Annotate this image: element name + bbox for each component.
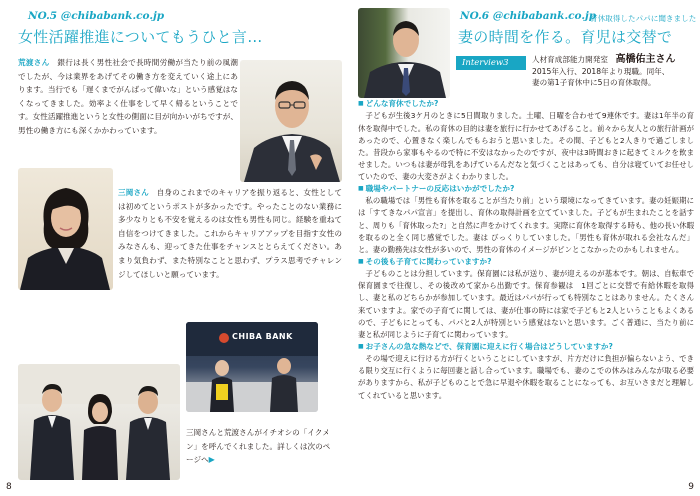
right-issue-subtitle: 育休取得したパパに聞きました <box>590 14 697 23</box>
left-issue-label: NO.5 @chibabank.co.jp <box>28 10 165 22</box>
profile-line-2: 2015年入行、2018年より現職。同年、 <box>532 66 670 76</box>
question-4: ■ お子さんの急な熱などで、保育園に迎えに行く場合はどうしていますか? <box>358 341 694 353</box>
left-page-number: 8 <box>6 482 12 492</box>
left-headline: 女性活躍推進についてもうひと言… <box>18 28 263 46</box>
araki-comment <box>18 56 238 138</box>
right-issue-label: NO.6 @chibabank.co.jp <box>460 10 597 22</box>
answer-3: 子どものことは分担しています。保育園には私が送り、妻が迎えるのが基本です。朝は、自転車で保育園まで往復し、その後改めて家から出勤です。保育参観は 1回ごとに交替で有給休暇を取得し、妻と私のどちらかが参加しています。最近はパパが行っても特別なことはありません。たくさん来ていますよ。家での子育てに関しては、妻が仕事の時には家で子どもと2人ということもよくあるので、子どもにとっても、パパと2人が特別という感覚はないと思います。ごく普通に、当たり前に妻と私が同じように子育てに関わっています。 <box>358 269 694 339</box>
profile-block <box>532 54 698 89</box>
qa-item <box>358 256 694 341</box>
interview-label: Interview3 <box>456 56 526 70</box>
bank-lobby-photo <box>186 322 318 412</box>
araki-text: 銀行は長く男性社会で長時間労働が当たり前の風潮でしたが、今は業界をあげてその働き方を変えていく途上にあります。当行でも「遅くまでがんばって偉いな」という感覚はなくなってきました。効率よく仕事をして早く帰るということです。女性活躍推進というと女性の側面に目が向かいがちですが、男性の働き方にも深くかかわっています。 <box>18 58 239 135</box>
question-1: ■ どんな育休でしたか? <box>358 98 694 110</box>
mitsuoka-text: 自身のこれまでのキャリアを振り返ると、女性としては初めてというポストが多かったです。やったことのない業務に多少なりとも不安を覚えるのは女性も男性も同じ。経験を重ねて自信をつけてきました。これからキャリアアップを目指す女性のみなさんも、迎ってきた仕事をチャンスととらえてください。あまり気負わず、また特別なことと思わず、プラス思考でチャレンジしてほしいと願っています。 <box>118 188 343 279</box>
qa-item <box>358 183 694 256</box>
araki-photo <box>240 60 342 182</box>
qa-item <box>358 341 694 402</box>
mitsuoka-speaker: 三岡さん <box>118 188 149 197</box>
profile-dept: 人材育成部能力開発室 <box>532 55 608 64</box>
answer-1: 子どもが生後3ケ月のときに5日間取りました。土曜、日曜を合わせて9連休です。妻は1年半の育休を取得中でした。私の育休の目的は妻を旅行に行かせてあげること。前々から友人との旅行計画があったので、心置きなく楽しんでもらおうと思いました。その間、子どもと2人きりで過ごしました。昔段から家事もやるので特に不安はなかったのですが、夜中は3時間おきに起きてミルクを飲ませました。いつもは妻が母乳をあげているんだなと気づくことはあっても、自分は寝ていてお任せしていたので、妻の大変さがよくわかりました。 <box>358 111 694 181</box>
question-2: ■ 職場やパートナーの反応はいかがでしたか? <box>358 183 694 195</box>
profile-line-3: 妻の第1子育休中に5日の育休取得。 <box>532 78 656 87</box>
next-page-arrow-icon: ▶ <box>208 455 215 465</box>
man-portrait-icon <box>240 60 342 182</box>
answer-2: 私の職場では「男性も育休を取ることが当たり前」という環境になってきています。妻の妊娠期には「すてきなパパ宣言」を提出し、育休の取得計画を立てていました。子どもが生まれたことを話すと、周りも「育休取った?」と自然に声をかけてくれます。実際に育休を取得する時も、他の長い休暇を取るのと全く同じ感覚でした。妻は びっくりしていました。「男性も育休が取れる会社なんだ」と。妻の勤務先は女性が多いので、男性の育休のイメージがピンとこなかったのかもしれません。 <box>358 196 694 254</box>
araki-speaker: 荒渡さん <box>18 58 50 67</box>
man-portrait-icon <box>358 8 450 98</box>
right-headline: 妻の時間を作る。育児は交替で <box>458 28 673 46</box>
group-photo <box>18 364 180 480</box>
mitsuoka-comment <box>118 186 342 281</box>
qa-section <box>358 98 694 402</box>
qa-item <box>358 98 694 183</box>
photo-caption-text: 三岡さんと荒渡さんがイチオシの「イクメン」を呼んでくれました。詳しくは次のページへ <box>186 428 331 465</box>
question-3: ■ その後も子育てに関わっていますか? <box>358 256 694 268</box>
mitsuoka-photo <box>18 168 113 290</box>
right-page-number: 9 <box>688 482 694 492</box>
photo-caption <box>186 426 336 467</box>
bank-sign: CHIBA BANK <box>232 332 293 341</box>
answer-4: その場で迎えに行ける方が行くということにしていますが、片方だけに負担が偏らないよう、できる限り交互に行くように毎回妻と話し合っています。職場でも、妻のこでの休みはみんなが取る必要がありますから、私が子どものことで急に早退や休暇を取ることになっても、お互いさまだと理解してくれていると思います。 <box>358 354 694 400</box>
profile-name: 高橋佑主さん <box>615 54 676 65</box>
group-portrait-icon <box>18 364 180 480</box>
woman-portrait-icon <box>18 168 113 290</box>
right-page <box>350 0 700 496</box>
takahashi-photo <box>358 8 450 98</box>
